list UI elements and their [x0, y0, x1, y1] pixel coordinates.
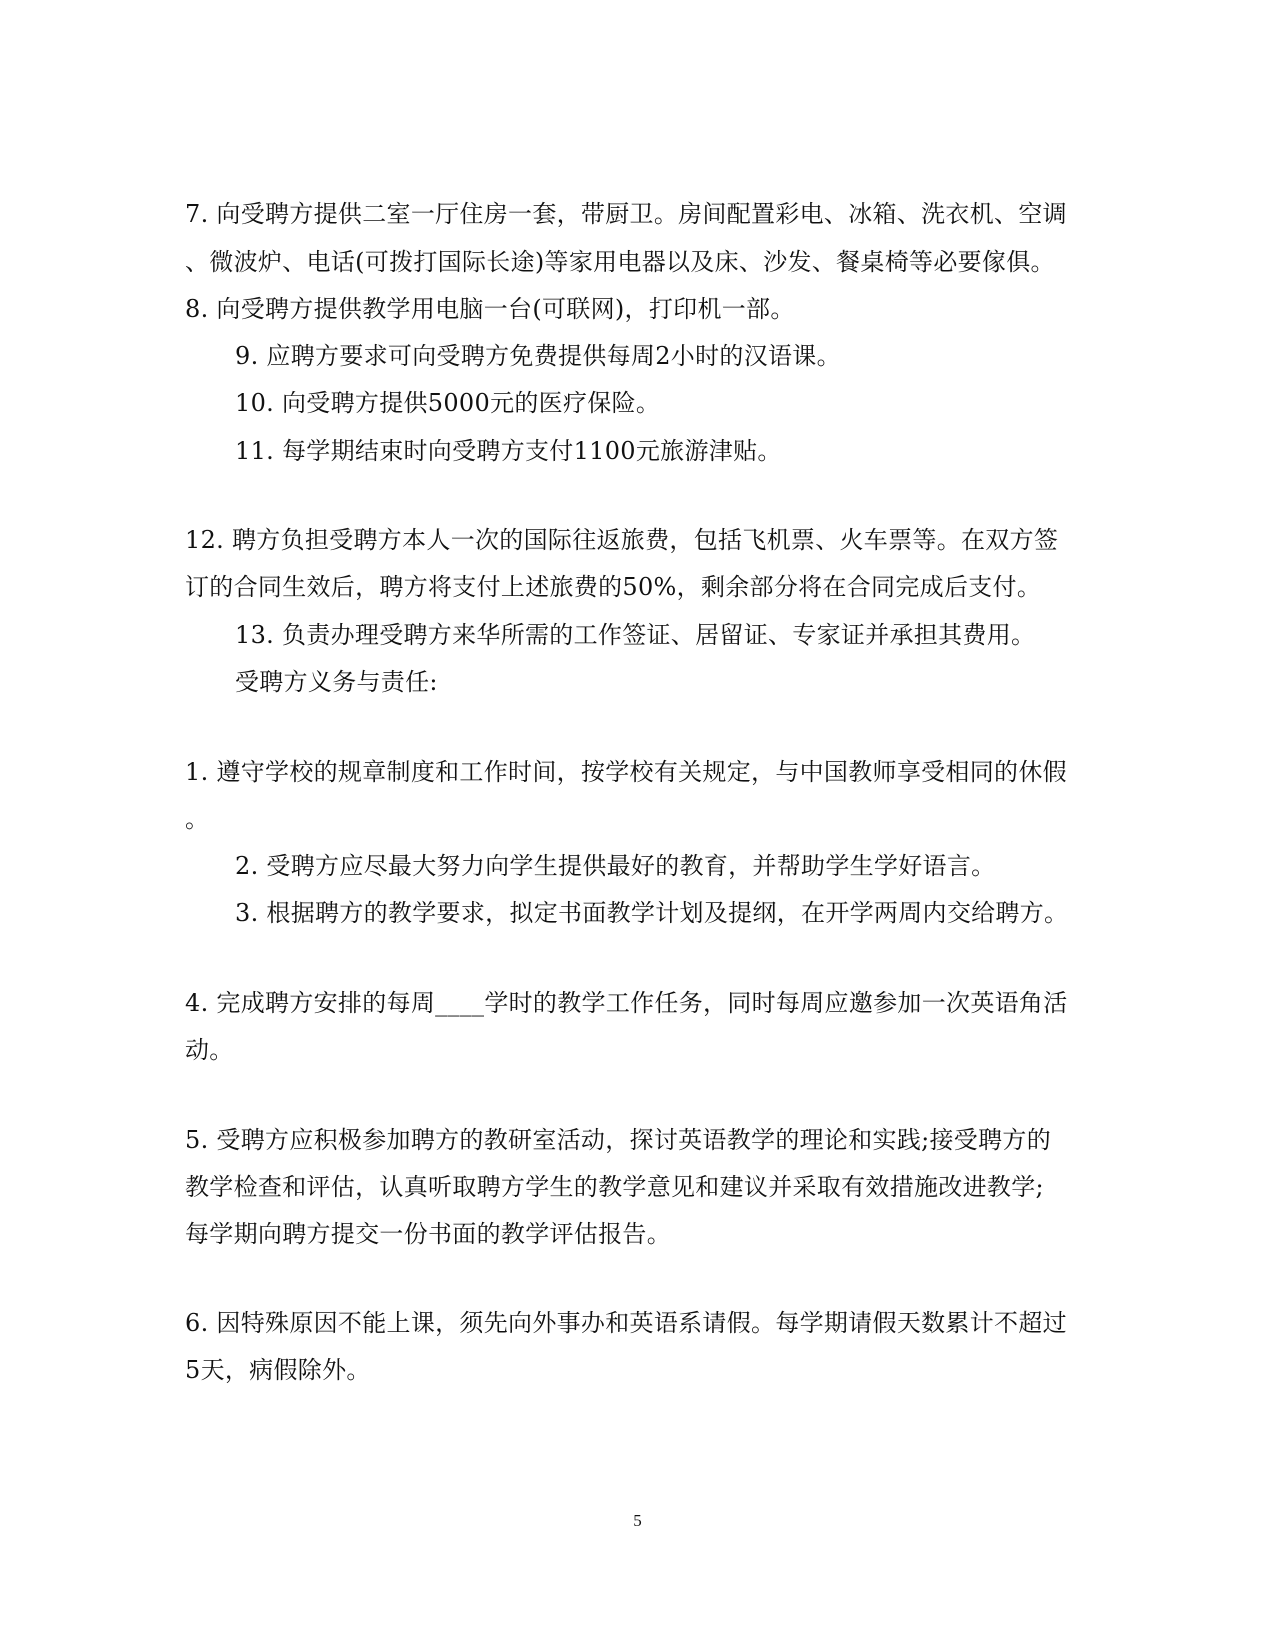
- text-line: 5. 受聘方应积极参加聘方的教研室活动，探讨英语教学的理论和实践;接受聘方的: [185, 1126, 1052, 1154]
- text-line: 1. 遵守学校的规章制度和工作时间，按学校有关规定，与中国教师享受相同的休假: [185, 758, 1067, 786]
- text-line: 3. 根据聘方的教学要求，拟定书面教学计划及提纲，在开学两周内交给聘方。: [235, 899, 1069, 927]
- text-line: 。: [185, 805, 210, 833]
- section-heading: 受聘方义务与责任:: [235, 668, 438, 696]
- text-line: 12. 聘方负担受聘方本人一次的国际往返旅费，包括飞机票、火车票等。在双方签: [185, 526, 1059, 554]
- text-line: 10. 向受聘方提供5000元的医疗保险。: [235, 389, 661, 417]
- text-line: 动。: [185, 1036, 234, 1064]
- text-line: 9. 应聘方要求可向受聘方免费提供每周2小时的汉语课。: [235, 342, 841, 370]
- text-line: 、微波炉、电话(可拨打国际长途)等家用电器以及床、沙发、餐桌椅等必要傢俱。: [185, 248, 1055, 276]
- text-line: 教学检查和评估，认真听取聘方学生的教学意见和建议并采取有效措施改进教学;: [185, 1173, 1044, 1201]
- text-line: 11. 每学期结束时向受聘方支付1100元旅游津贴。: [235, 437, 782, 465]
- text-line: 4. 完成聘方安排的每周____学时的教学工作任务，同时每周应邀参加一次英语角活: [185, 989, 1068, 1017]
- text-line: 6. 因特殊原因不能上课，须先向外事办和英语系请假。每学期请假天数累计不超过: [185, 1309, 1067, 1337]
- text-line: 每学期向聘方提交一份书面的教学评估报告。: [185, 1220, 671, 1248]
- text-line: 订的合同生效后，聘方将支付上述旅费的50%，剩余部分将在合同完成后支付。: [185, 573, 1042, 601]
- text-line: 8. 向受聘方提供教学用电脑一台(可联网)，打印机一部。: [185, 295, 795, 323]
- page-number: 5: [633, 1511, 642, 1530]
- text-line: 2. 受聘方应尽最大努力向学生提供最好的教育，并帮助学生学好语言。: [235, 852, 996, 880]
- text-line: 7. 向受聘方提供二室一厅住房一套，带厨卫。房间配置彩电、冰箱、洗衣机、空调: [185, 200, 1067, 228]
- text-line: 5天，病假除外。: [185, 1356, 371, 1384]
- text-line: 13. 负责办理受聘方来华所需的工作签证、居留证、专家证并承担其费用。: [235, 621, 1036, 649]
